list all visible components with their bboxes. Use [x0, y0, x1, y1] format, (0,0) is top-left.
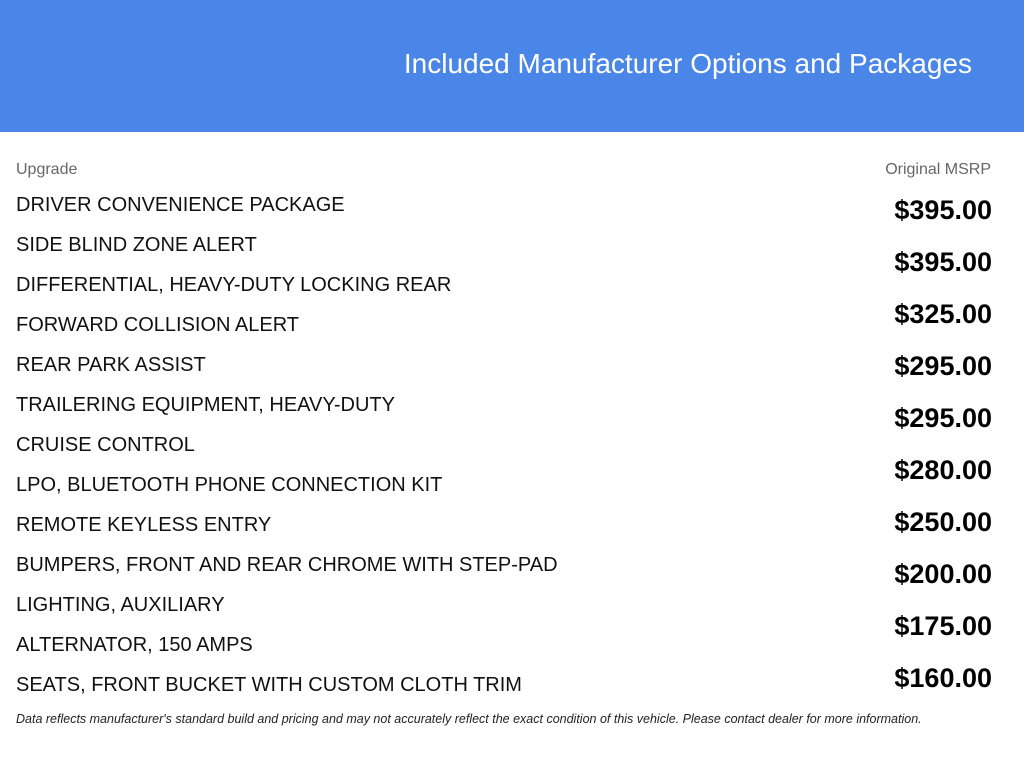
msrp-price: $325.00 [894, 299, 992, 329]
footer-disclaimer: Data reflects manufacturer's standard build and pricing and may not accurately reflect the exact condition of this vehicle. Please contact dealer for more information. [16, 712, 922, 726]
upgrade-item: LIGHTING, AUXILIARY [16, 594, 225, 616]
msrp-price: $395.00 [894, 195, 992, 225]
upgrade-item: DRIVER CONVENIENCE PACKAGE [16, 194, 345, 216]
column-header-msrp: Original MSRP [885, 161, 991, 178]
upgrade-list [16, 193, 796, 713]
msrp-price: $295.00 [894, 403, 992, 433]
page-header [0, 0, 1024, 132]
upgrade-item: REAR PARK ASSIST [16, 354, 206, 376]
msrp-price: $280.00 [894, 455, 992, 485]
upgrade-item: LPO, BLUETOOTH PHONE CONNECTION KIT [16, 474, 443, 496]
price-list [772, 194, 992, 714]
msrp-price: $395.00 [894, 247, 992, 277]
msrp-price: $175.00 [894, 611, 992, 641]
upgrade-item: SIDE BLIND ZONE ALERT [16, 234, 257, 256]
upgrade-item: TRAILERING EQUIPMENT, HEAVY-DUTY [16, 394, 395, 416]
msrp-price: $295.00 [894, 351, 992, 381]
upgrade-item: ALTERNATOR, 150 AMPS [16, 634, 253, 656]
upgrade-item: SEATS, FRONT BUCKET WITH CUSTOM CLOTH TRIM [16, 674, 522, 696]
msrp-price: $200.00 [894, 559, 992, 589]
upgrade-item: CRUISE CONTROL [16, 434, 195, 456]
msrp-price: $250.00 [894, 507, 992, 537]
upgrade-item: FORWARD COLLISION ALERT [16, 314, 300, 336]
upgrade-item: DIFFERENTIAL, HEAVY-DUTY LOCKING REAR [16, 274, 452, 296]
msrp-price: $160.00 [894, 663, 992, 693]
page-title: Included Manufacturer Options and Packages [403, 48, 972, 79]
upgrade-item: BUMPERS, FRONT AND REAR CHROME WITH STEP-PAD [16, 554, 558, 576]
upgrade-item: REMOTE KEYLESS ENTRY [16, 514, 272, 536]
column-header-upgrade: Upgrade [16, 161, 78, 178]
